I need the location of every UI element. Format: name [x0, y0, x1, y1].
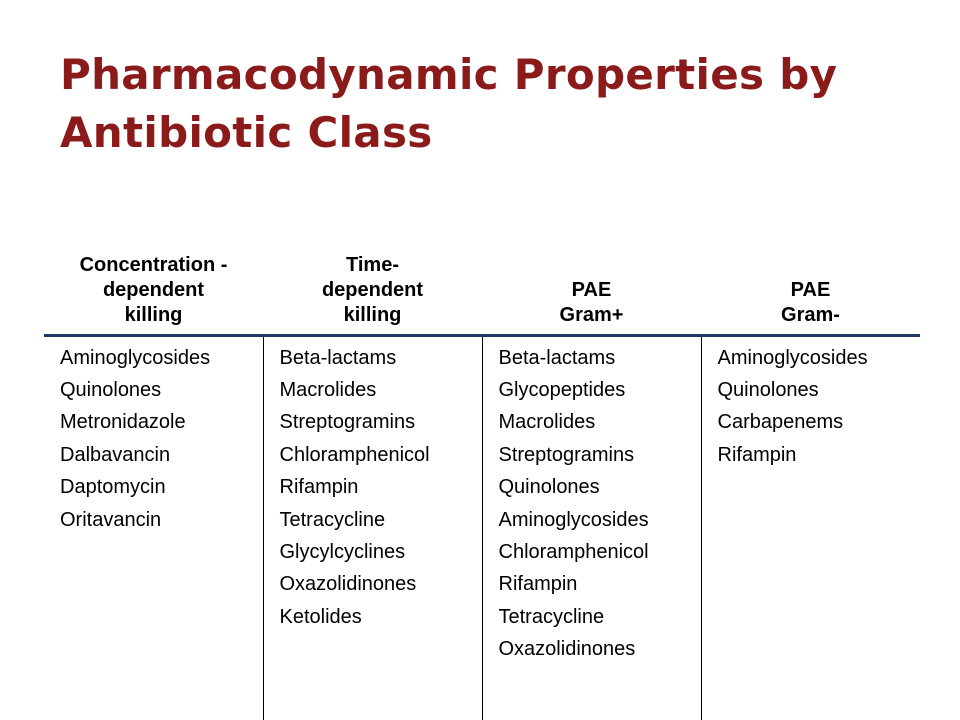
drug-item: Chloramphenicol	[279, 443, 430, 466]
drug-item: Macrolides	[279, 378, 377, 401]
slide-title: Pharmacodynamic Properties by Antibiotic Class	[60, 50, 838, 157]
drug-item: Aminoglycosides	[717, 346, 868, 369]
drug-item: Tetracycline	[279, 508, 386, 531]
header-time-dependent: Time- dependent killing	[263, 236, 482, 335]
drug-item: Aminoglycosides	[498, 508, 649, 531]
pd-properties-table	[44, 236, 920, 720]
drug-item: Oxazolidinones	[498, 638, 636, 661]
header-pae-gram-negative: PAE Gram-	[701, 236, 920, 335]
table-header-row	[44, 236, 920, 335]
drug-item: Rifampin	[717, 443, 797, 466]
header-concentration-dependent: Concentration - dependent killing	[44, 236, 263, 335]
cell-time-dependent	[263, 335, 482, 720]
drug-item: Tetracycline	[498, 605, 605, 628]
drug-item: Aminoglycosides	[60, 346, 211, 369]
drug-item: Oxazolidinones	[279, 573, 417, 596]
drug-item: Ketolides	[279, 605, 362, 628]
drug-item: Dalbavancin	[60, 443, 171, 466]
drug-item: Metronidazole	[60, 411, 186, 434]
cell-concentration-dependent	[44, 335, 263, 720]
table-body-row	[44, 335, 920, 720]
drug-item: Rifampin	[498, 573, 578, 596]
cell-pae-gram-positive	[482, 335, 701, 720]
drug-item: Streptogramins	[279, 411, 416, 434]
drug-item: Quinolones	[498, 476, 600, 499]
drug-item: Streptogramins	[498, 443, 635, 466]
drug-item: Rifampin	[279, 476, 359, 499]
drug-item: Glycylcyclines	[279, 540, 406, 563]
drug-item: Beta-lactams	[279, 346, 397, 369]
drug-item: Macrolides	[498, 411, 596, 434]
cell-pae-gram-negative	[701, 335, 920, 720]
drug-item: Beta-lactams	[498, 346, 616, 369]
drug-item: Oritavancin	[60, 508, 162, 531]
drug-item: Glycopeptides	[498, 378, 626, 401]
drug-item: Chloramphenicol	[498, 540, 649, 563]
drug-item: Carbapenems	[717, 411, 844, 434]
drug-item: Quinolones	[717, 378, 819, 401]
drug-item: Daptomycin	[60, 476, 166, 499]
header-pae-gram-positive: PAE Gram+	[482, 236, 701, 335]
drug-item: Quinolones	[60, 378, 162, 401]
